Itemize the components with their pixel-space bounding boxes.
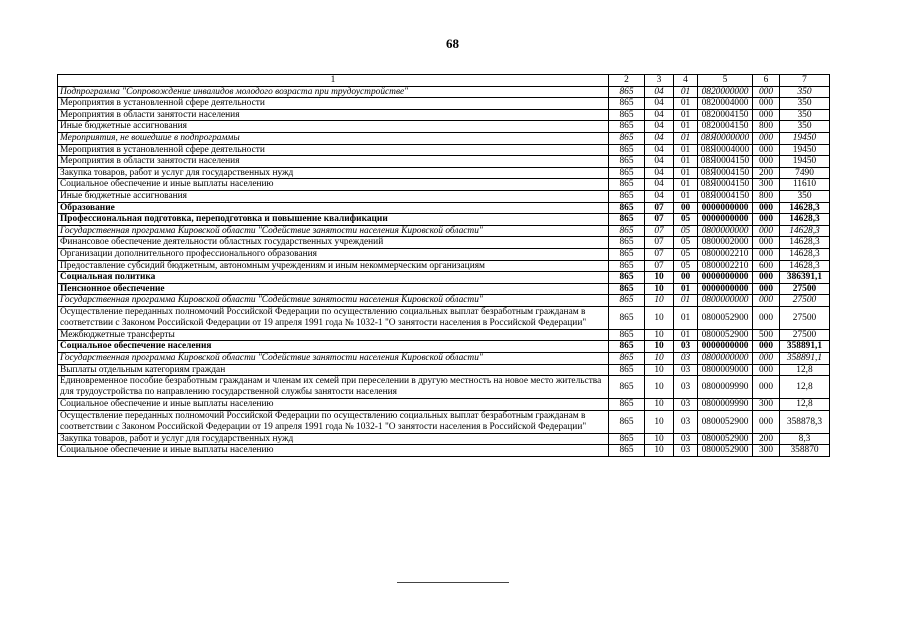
row-value-cell-5: 0000000000 — [698, 202, 753, 214]
row-value-cell-6: 000 — [753, 341, 780, 353]
row-value-cell-6: 000 — [753, 225, 780, 237]
table-header-row — [58, 75, 830, 87]
table-row — [58, 167, 830, 179]
row-value-cell-4: 05 — [674, 214, 698, 226]
row-value-cell-4: 05 — [674, 248, 698, 260]
row-name-cell: Государственная программа Кировской области "Содействие занятости населения Кировской области" — [58, 295, 609, 307]
row-value-cell-7: 27500 — [780, 306, 830, 329]
row-value-cell-2: 865 — [609, 144, 645, 156]
row-value-cell-5: 08Я0004150 — [698, 156, 753, 168]
row-value-cell-4: 01 — [674, 295, 698, 307]
row-value-cell-3: 04 — [645, 86, 674, 98]
row-value-cell-5: 0800000000 — [698, 295, 753, 307]
row-value-cell-2: 865 — [609, 225, 645, 237]
table-row — [58, 306, 830, 329]
row-name-cell: Осуществление переданных полномочий Российской Федерации по осуществлению социальных выплат безработным гражданам в соответствии с Законом Российской Федерации от 19 апреля 1991 года № 1032-1 "О занятости населения в Российской Федерации" — [58, 306, 609, 329]
row-value-cell-5: 0820004000 — [698, 98, 753, 110]
row-value-cell-6: 300 — [753, 179, 780, 191]
row-name-cell: Государственная программа Кировской области "Содействие занятости населения Кировской области" — [58, 353, 609, 365]
table-row — [58, 376, 830, 399]
row-value-cell-7: 12,8 — [780, 364, 830, 376]
row-value-cell-7: 19450 — [780, 144, 830, 156]
row-value-cell-4: 00 — [674, 202, 698, 214]
row-value-cell-3: 10 — [645, 445, 674, 457]
row-value-cell-6: 200 — [753, 167, 780, 179]
row-value-cell-4: 03 — [674, 399, 698, 411]
row-value-cell-3: 10 — [645, 410, 674, 433]
row-value-cell-3: 10 — [645, 306, 674, 329]
row-value-cell-2: 865 — [609, 410, 645, 433]
table-row — [58, 225, 830, 237]
row-name-cell: Финансовое обеспечение деятельности областных государственных учреждений — [58, 237, 609, 249]
table-row — [58, 433, 830, 445]
table-row — [58, 410, 830, 433]
row-name-cell: Мероприятия в установленной сфере деятельности — [58, 98, 609, 110]
row-value-cell-4: 03 — [674, 445, 698, 457]
row-value-cell-2: 865 — [609, 341, 645, 353]
table-row — [58, 445, 830, 457]
row-value-cell-3: 07 — [645, 225, 674, 237]
row-value-cell-6: 000 — [753, 283, 780, 295]
row-value-cell-3: 10 — [645, 353, 674, 365]
row-value-cell-4: 05 — [674, 260, 698, 272]
table-row — [58, 179, 830, 191]
row-value-cell-6: 200 — [753, 433, 780, 445]
row-value-cell-5: 08Я0004150 — [698, 179, 753, 191]
row-value-cell-7: 7490 — [780, 167, 830, 179]
row-value-cell-2: 865 — [609, 202, 645, 214]
row-value-cell-4: 03 — [674, 410, 698, 433]
row-value-cell-3: 07 — [645, 248, 674, 260]
row-value-cell-5: 0800052900 — [698, 410, 753, 433]
table-row — [58, 109, 830, 121]
row-value-cell-6: 800 — [753, 121, 780, 133]
row-value-cell-3: 04 — [645, 167, 674, 179]
table-row — [58, 283, 830, 295]
row-value-cell-5: 0800000000 — [698, 353, 753, 365]
row-name-cell: Подпрограмма "Сопровождение инвалидов молодого возраста при трудоустройстве" — [58, 86, 609, 98]
row-name-cell: Социальное обеспечение и иные выплаты населению — [58, 445, 609, 457]
row-value-cell-5: 0000000000 — [698, 341, 753, 353]
row-value-cell-4: 01 — [674, 179, 698, 191]
row-value-cell-3: 04 — [645, 156, 674, 168]
table-row — [58, 190, 830, 202]
table-row — [58, 237, 830, 249]
footer-rule — [397, 582, 509, 583]
row-value-cell-7: 14628,3 — [780, 202, 830, 214]
row-name-cell: Мероприятия в области занятости населения — [58, 109, 609, 121]
row-value-cell-3: 10 — [645, 283, 674, 295]
page-number: 68 — [446, 36, 459, 51]
row-name-cell: Единовременное пособие безработным гражданам и членам их семей при переселении в другую местность на новое место жительства для трудоустройства по направлению государственной службы занятости населения — [58, 376, 609, 399]
row-value-cell-5: 0000000000 — [698, 283, 753, 295]
row-value-cell-3: 04 — [645, 109, 674, 121]
row-value-cell-6: 600 — [753, 260, 780, 272]
row-value-cell-3: 10 — [645, 329, 674, 341]
row-value-cell-6: 000 — [753, 144, 780, 156]
row-value-cell-7: 12,8 — [780, 376, 830, 399]
row-name-cell: Профессиональная подготовка, переподготовка и повышение квалификации — [58, 214, 609, 226]
row-value-cell-2: 865 — [609, 353, 645, 365]
row-value-cell-2: 865 — [609, 121, 645, 133]
table-row — [58, 144, 830, 156]
row-value-cell-5: 0820004150 — [698, 109, 753, 121]
row-value-cell-4: 01 — [674, 98, 698, 110]
row-name-cell: Закупка товаров, работ и услуг для государственных нужд — [58, 433, 609, 445]
row-value-cell-3: 04 — [645, 190, 674, 202]
row-value-cell-3: 07 — [645, 202, 674, 214]
row-value-cell-4: 01 — [674, 86, 698, 98]
row-value-cell-5: 08Я0004150 — [698, 190, 753, 202]
row-value-cell-6: 000 — [753, 306, 780, 329]
row-value-cell-2: 865 — [609, 283, 645, 295]
table-row — [58, 329, 830, 341]
row-value-cell-5: 0800052900 — [698, 329, 753, 341]
row-value-cell-7: 358891,1 — [780, 353, 830, 365]
row-name-cell: Социальное обеспечение и иные выплаты населению — [58, 399, 609, 411]
row-value-cell-3: 04 — [645, 144, 674, 156]
row-value-cell-6: 000 — [753, 98, 780, 110]
row-value-cell-2: 865 — [609, 329, 645, 341]
row-value-cell-4: 05 — [674, 237, 698, 249]
row-value-cell-6: 000 — [753, 364, 780, 376]
row-name-cell: Образование — [58, 202, 609, 214]
row-value-cell-5: 0800052900 — [698, 306, 753, 329]
row-name-cell: Организации дополнительного профессионального образования — [58, 248, 609, 260]
table-row — [58, 364, 830, 376]
row-value-cell-5: 0000000000 — [698, 272, 753, 284]
row-value-cell-2: 865 — [609, 445, 645, 457]
row-value-cell-2: 865 — [609, 132, 645, 144]
table-row — [58, 272, 830, 284]
table-row — [58, 132, 830, 144]
row-value-cell-3: 10 — [645, 399, 674, 411]
column-header-6: 6 — [753, 75, 780, 87]
row-value-cell-7: 350 — [780, 98, 830, 110]
row-value-cell-2: 865 — [609, 179, 645, 191]
row-value-cell-7: 386391,1 — [780, 272, 830, 284]
row-value-cell-5: 0820000000 — [698, 86, 753, 98]
row-value-cell-5: 0800002210 — [698, 248, 753, 260]
row-value-cell-5: 0800000000 — [698, 225, 753, 237]
table-row — [58, 121, 830, 133]
row-value-cell-5: 0800009990 — [698, 376, 753, 399]
row-value-cell-2: 865 — [609, 399, 645, 411]
row-value-cell-4: 03 — [674, 433, 698, 445]
column-header-7: 7 — [780, 75, 830, 87]
row-value-cell-5: 0800052900 — [698, 445, 753, 457]
table-row — [58, 353, 830, 365]
row-value-cell-6: 300 — [753, 445, 780, 457]
row-value-cell-7: 27500 — [780, 283, 830, 295]
row-name-cell: Государственная программа Кировской области "Содействие занятости населения Кировской области" — [58, 225, 609, 237]
table-row — [58, 202, 830, 214]
row-value-cell-5: 0800009000 — [698, 364, 753, 376]
row-name-cell: Мероприятия в установленной сфере деятельности — [58, 144, 609, 156]
row-value-cell-7: 8,3 — [780, 433, 830, 445]
row-value-cell-4: 03 — [674, 353, 698, 365]
column-header-1: 1 — [58, 75, 609, 87]
row-value-cell-5: 0000000000 — [698, 214, 753, 226]
row-value-cell-5: 08Я0004150 — [698, 167, 753, 179]
row-value-cell-2: 865 — [609, 156, 645, 168]
row-name-cell: Социальное обеспечение населения — [58, 341, 609, 353]
row-name-cell: Пенсионное обеспечение — [58, 283, 609, 295]
row-value-cell-7: 19450 — [780, 156, 830, 168]
row-value-cell-7: 14628,3 — [780, 237, 830, 249]
row-value-cell-2: 865 — [609, 295, 645, 307]
row-value-cell-2: 865 — [609, 364, 645, 376]
table-row — [58, 295, 830, 307]
row-value-cell-3: 04 — [645, 179, 674, 191]
row-value-cell-4: 01 — [674, 109, 698, 121]
column-header-5: 5 — [698, 75, 753, 87]
row-value-cell-3: 07 — [645, 214, 674, 226]
row-value-cell-4: 00 — [674, 272, 698, 284]
row-value-cell-6: 000 — [753, 202, 780, 214]
row-value-cell-2: 865 — [609, 376, 645, 399]
row-value-cell-2: 865 — [609, 214, 645, 226]
row-value-cell-6: 000 — [753, 248, 780, 260]
budget-table — [57, 74, 830, 457]
row-value-cell-7: 19450 — [780, 132, 830, 144]
row-value-cell-6: 000 — [753, 295, 780, 307]
row-value-cell-3: 10 — [645, 272, 674, 284]
row-value-cell-7: 14628,3 — [780, 248, 830, 260]
row-value-cell-2: 865 — [609, 86, 645, 98]
row-value-cell-4: 01 — [674, 156, 698, 168]
row-value-cell-4: 05 — [674, 225, 698, 237]
row-value-cell-6: 000 — [753, 237, 780, 249]
row-value-cell-7: 14628,3 — [780, 260, 830, 272]
row-name-cell: Выплаты отдельным категориям граждан — [58, 364, 609, 376]
row-value-cell-3: 10 — [645, 295, 674, 307]
row-value-cell-3: 04 — [645, 98, 674, 110]
row-value-cell-6: 000 — [753, 410, 780, 433]
row-name-cell: Закупка товаров, работ и услуг для государственных нужд — [58, 167, 609, 179]
row-value-cell-6: 000 — [753, 156, 780, 168]
row-value-cell-7: 12,8 — [780, 399, 830, 411]
row-name-cell: Социальное обеспечение и иные выплаты населению — [58, 179, 609, 191]
row-value-cell-6: 000 — [753, 109, 780, 121]
row-value-cell-5: 0820004150 — [698, 121, 753, 133]
row-value-cell-4: 01 — [674, 306, 698, 329]
row-name-cell: Предоставление субсидий бюджетным, автономным учреждениям и иным некоммерческим организациям — [58, 260, 609, 272]
row-value-cell-2: 865 — [609, 98, 645, 110]
table-row — [58, 86, 830, 98]
row-value-cell-7: 14628,3 — [780, 225, 830, 237]
row-value-cell-5: 0800002210 — [698, 260, 753, 272]
row-value-cell-7: 350 — [780, 109, 830, 121]
row-value-cell-4: 01 — [674, 329, 698, 341]
row-value-cell-7: 14628,3 — [780, 214, 830, 226]
row-value-cell-4: 03 — [674, 376, 698, 399]
row-value-cell-2: 865 — [609, 306, 645, 329]
table-row — [58, 260, 830, 272]
row-value-cell-3: 04 — [645, 132, 674, 144]
row-value-cell-3: 10 — [645, 376, 674, 399]
row-value-cell-5: 0800002000 — [698, 237, 753, 249]
row-value-cell-2: 865 — [609, 260, 645, 272]
row-value-cell-4: 01 — [674, 190, 698, 202]
column-header-2: 2 — [609, 75, 645, 87]
row-value-cell-6: 500 — [753, 329, 780, 341]
row-value-cell-7: 358870 — [780, 445, 830, 457]
row-value-cell-4: 01 — [674, 132, 698, 144]
row-value-cell-3: 07 — [645, 260, 674, 272]
table-row — [58, 399, 830, 411]
row-value-cell-6: 000 — [753, 376, 780, 399]
row-value-cell-3: 10 — [645, 433, 674, 445]
column-header-3: 3 — [645, 75, 674, 87]
row-name-cell: Иные бюджетные ассигнования — [58, 121, 609, 133]
row-value-cell-5: 0800052900 — [698, 433, 753, 445]
row-name-cell: Социальная политика — [58, 272, 609, 284]
row-value-cell-3: 07 — [645, 237, 674, 249]
row-value-cell-4: 01 — [674, 167, 698, 179]
row-name-cell: Мероприятия, не вошедшие в подпрограммы — [58, 132, 609, 144]
row-value-cell-7: 27500 — [780, 295, 830, 307]
row-value-cell-4: 01 — [674, 121, 698, 133]
row-value-cell-7: 350 — [780, 86, 830, 98]
row-value-cell-3: 10 — [645, 341, 674, 353]
table-row — [58, 341, 830, 353]
row-value-cell-4: 03 — [674, 341, 698, 353]
row-value-cell-7: 27500 — [780, 329, 830, 341]
row-value-cell-3: 10 — [645, 364, 674, 376]
table-row — [58, 214, 830, 226]
row-value-cell-2: 865 — [609, 190, 645, 202]
row-value-cell-4: 01 — [674, 144, 698, 156]
row-value-cell-6: 000 — [753, 272, 780, 284]
row-value-cell-7: 358878,3 — [780, 410, 830, 433]
row-value-cell-2: 865 — [609, 248, 645, 260]
row-value-cell-6: 300 — [753, 399, 780, 411]
column-header-4: 4 — [674, 75, 698, 87]
row-name-cell: Межбюджетные трансферты — [58, 329, 609, 341]
row-value-cell-5: 08Я0004000 — [698, 144, 753, 156]
row-value-cell-7: 350 — [780, 121, 830, 133]
row-value-cell-6: 800 — [753, 190, 780, 202]
table-row — [58, 156, 830, 168]
table-row — [58, 248, 830, 260]
row-value-cell-5: 08Я0000000 — [698, 132, 753, 144]
page-footer — [0, 578, 905, 588]
row-value-cell-7: 350 — [780, 190, 830, 202]
table-body — [58, 86, 830, 456]
row-value-cell-2: 865 — [609, 433, 645, 445]
row-value-cell-6: 000 — [753, 214, 780, 226]
row-value-cell-4: 01 — [674, 283, 698, 295]
row-value-cell-6: 000 — [753, 86, 780, 98]
row-value-cell-2: 865 — [609, 167, 645, 179]
row-value-cell-4: 03 — [674, 364, 698, 376]
row-value-cell-7: 11610 — [780, 179, 830, 191]
row-value-cell-6: 000 — [753, 132, 780, 144]
row-value-cell-2: 865 — [609, 237, 645, 249]
row-value-cell-2: 865 — [609, 272, 645, 284]
row-value-cell-2: 865 — [609, 109, 645, 121]
row-value-cell-5: 0800009990 — [698, 399, 753, 411]
row-name-cell: Мероприятия в области занятости населения — [58, 156, 609, 168]
row-name-cell: Осуществление переданных полномочий Российской Федерации по осуществлению социальных выплат безработным гражданам в соответствии с Законом Российской Федерации от 19 апреля 1991 года № 1032-1 "О занятости населения в Российской Федерации" — [58, 410, 609, 433]
row-value-cell-6: 000 — [753, 353, 780, 365]
row-value-cell-3: 04 — [645, 121, 674, 133]
row-name-cell: Иные бюджетные ассигнования — [58, 190, 609, 202]
table-row — [58, 98, 830, 110]
row-value-cell-7: 358891,1 — [780, 341, 830, 353]
